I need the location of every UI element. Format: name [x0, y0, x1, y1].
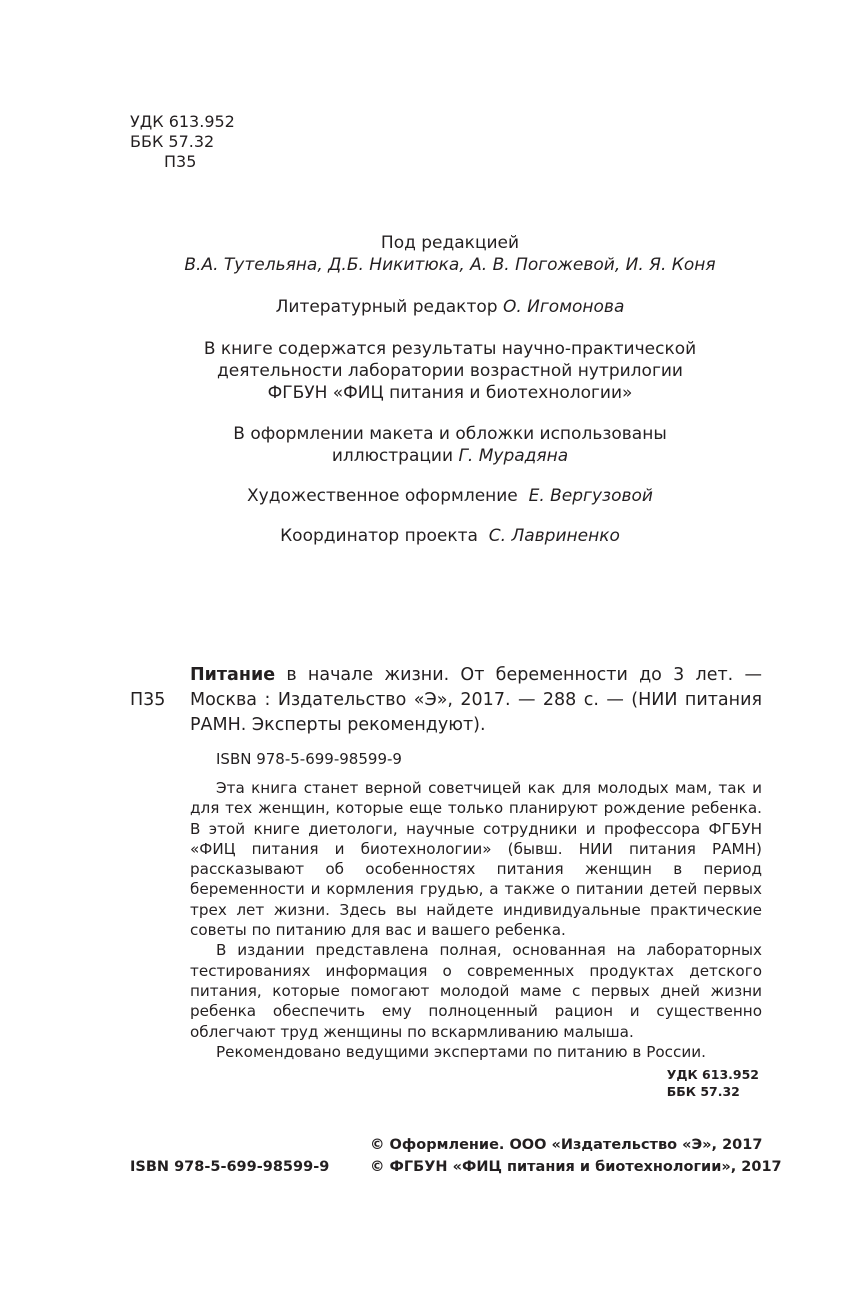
research-line: деятельности лаборатории возрастной нутрилогии — [217, 361, 683, 381]
annotation-paragraph: Эта книга станет верной советчицей как для молодых мам, так и для тех женщин, которые еще только планируют рождение ребенка. В этой книге диетологи, научные сотрудники и профессора ФГБУН «ФИЦ питания и биотехнологии» (бывш. НИИ питания РАМН) рассказывают об особенностях питания женщин в период беременности и кормления грудью, а также о питании детей первых трех лет жизни. Здесь вы найдете индивидуальные практические советы по питанию для вас и вашего ребенка. — [190, 779, 762, 940]
art-design-credit — [120, 485, 780, 507]
illustrator-name: Г. Мурадяна — [458, 446, 569, 466]
illustrations-credit — [120, 423, 780, 467]
art-design-label: Художественное оформление — [247, 486, 518, 506]
research-line: ФГБУН «ФИЦ питания и биотехнологии» — [267, 383, 633, 403]
coordinator-credit — [120, 525, 780, 547]
author-mark: П35 — [164, 152, 197, 171]
annotation — [190, 778, 762, 1062]
editors-names: В.А. Тутельяна, Д.Б. Никитюка, А. В. Погожевой, И. Я. Коня — [184, 255, 716, 275]
footer-bbk: ББК 57.32 — [666, 1084, 740, 1099]
bibliographic-description — [190, 663, 762, 738]
udk-code: УДК 613.952 — [130, 112, 235, 131]
isbn-line: ISBN 978-5-699-98599-9 — [216, 750, 402, 768]
footer-udk: УДК 613.952 — [666, 1067, 759, 1082]
illustrations-line: В оформлении макета и обложки использованы — [233, 424, 667, 444]
editors-block — [120, 232, 780, 276]
footer-isbn: ISBN 978-5-699-98599-9 — [130, 1159, 330, 1175]
art-designer-name: Е. Вергузовой — [528, 486, 653, 506]
footer-codes — [667, 1066, 759, 1100]
editor-label: Под редакцией — [380, 233, 520, 253]
research-note — [120, 338, 780, 404]
annotation-paragraph: В издании представлена полная, основанная на лабораторных тестированиях информация о современных продуктах детского питания, которые помогают молодой маме с первых дней жизни ребенка обеспечить ему полноценный рацион и существенно облегчают труд женщины по вскармливанию малыша. — [190, 941, 762, 1041]
coordinator-name: С. Лавриненко — [488, 526, 620, 546]
bibliographic-text: в начале жизни. От беременности до 3 лет. — Москва : Издательство «Э», 2017. — 288 с. — (НИИ питания РАМН. Эксперты рекомендуют). — [190, 665, 762, 735]
coordinator-label: Координатор проекта — [280, 526, 478, 546]
copyright-line: © ФГБУН «ФИЦ питания и биотехнологии», 2017 — [370, 1159, 782, 1175]
copyright-block — [370, 1134, 782, 1178]
literary-editor-label: Литературный редактор — [275, 297, 498, 317]
literary-editor-name: О. Игомонова — [502, 297, 625, 317]
literary-editor-line — [120, 296, 780, 318]
bbk-code: ББК 57.32 — [130, 132, 215, 151]
annotation-paragraph: Рекомендовано ведущими экспертами по питанию в России. — [216, 1042, 706, 1061]
illustrations-label: иллюстрации — [331, 446, 454, 466]
classification-codes — [130, 112, 235, 172]
book-title: Питание — [190, 665, 276, 685]
research-line: В книге содержатся результаты научно-практической — [203, 339, 697, 359]
copyright-line: © Оформление. ООО «Издательство «Э», 2017 — [370, 1137, 763, 1153]
bibliographic-mark: П35 — [130, 690, 166, 710]
